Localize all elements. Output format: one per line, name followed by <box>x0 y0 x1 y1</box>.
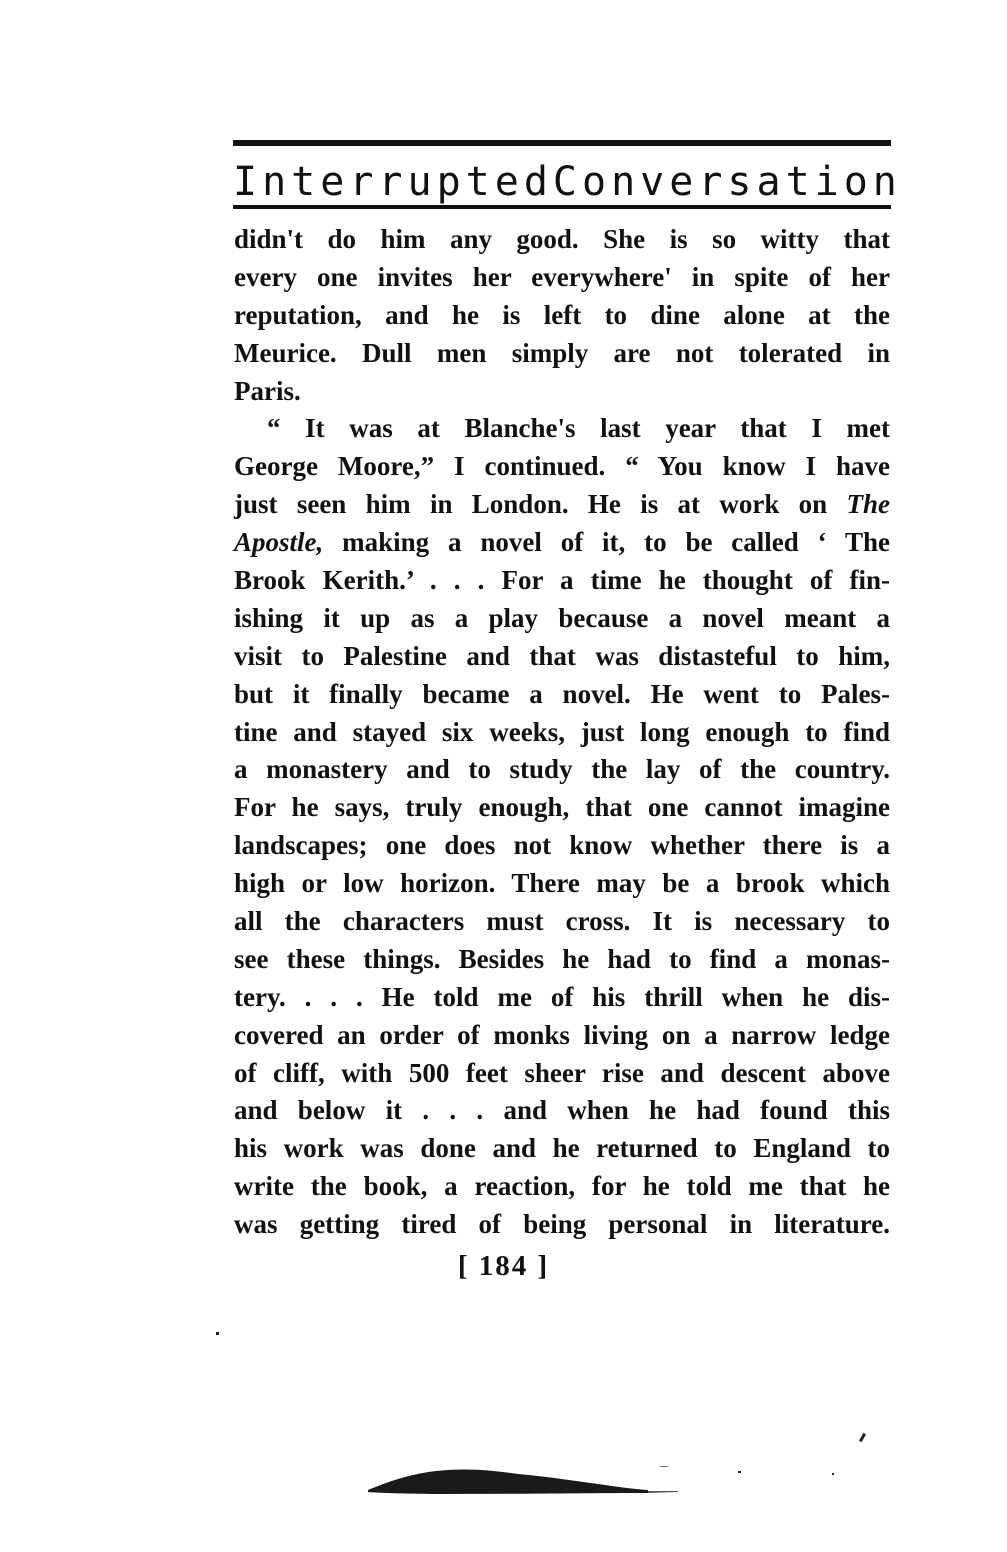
text-line: For he says, truly enough, that one cannot imagine <box>234 792 890 823</box>
text-line: “ It was at Blanche's last year that I met <box>267 413 890 444</box>
text-line: George Moore,” I continued. “ You know I have <box>234 451 890 482</box>
text-line: write the book, a reaction, for he told me that he <box>234 1171 890 1202</box>
text-line: didn't do him any good. She is so witty that <box>234 224 890 254</box>
text-line: of cliff, with 500 feet sheer rise and descent above <box>234 1057 890 1088</box>
page-number: [ 184 ] <box>457 1250 550 1282</box>
text-line: ishing it up as a play because a novel meant a <box>234 602 890 633</box>
text-line: every one invites her everywhere' in spite of her <box>234 261 890 292</box>
scan-smudge <box>368 1462 678 1496</box>
text-line: was getting tired of being personal in literature. <box>234 1209 890 1240</box>
running-head <box>233 148 902 205</box>
text-line: reputation, and he is left to dine alone at the <box>234 299 890 330</box>
text-line: but it finally became a novel. He went to Pales- <box>234 678 890 709</box>
italic-book-title: The <box>846 489 890 520</box>
text-line: Brook Kerith.’ . . . For a time he thought of fin- <box>234 565 890 596</box>
text-line-with-title <box>234 524 890 562</box>
text-line: see these things. Besides he had to find a monas- <box>234 943 890 974</box>
body-text <box>234 221 890 1244</box>
text-line: tery. . . . He told me of his thrill when he dis- <box>234 981 890 1012</box>
header-rule-top <box>233 140 891 146</box>
text-line: visit to Palestine and that was distasteful to him, <box>234 640 890 671</box>
italic-book-title: Apostle, <box>234 527 324 558</box>
text-line: his work was done and he returned to England to <box>234 1133 890 1164</box>
scan-speck <box>859 1433 866 1442</box>
scan-speck <box>216 1332 219 1335</box>
text-line-segment: making a novel of it, to be called ‘ The <box>342 527 890 558</box>
text-line: Meurice. Dull men simply are not tolerated in <box>234 337 890 368</box>
header-rule-bottom <box>233 205 891 209</box>
text-line: high or low horizon. There may be a brook which <box>234 868 890 899</box>
text-line: and below it . . . and when he had found this <box>234 1095 890 1126</box>
text-line: covered an order of monks living on a narrow ledge <box>234 1019 890 1050</box>
text-line-segment: just seen him in London. He is at work on <box>234 489 828 520</box>
text-line: tine and stayed six weeks, just long enough to find <box>234 716 890 747</box>
running-head-word-1: Interrupted <box>233 159 553 205</box>
text-line: a monastery and to study the lay of the country. <box>234 754 890 785</box>
text-line-with-title <box>234 486 890 524</box>
text-line: all the characters must cross. It is necessary to <box>234 906 890 937</box>
text-line: Paris. <box>234 375 301 406</box>
scan-speck <box>738 1471 741 1473</box>
text-line: landscapes; one does not know whether there is a <box>234 830 890 861</box>
running-head-word-2: Conversation <box>552 159 902 205</box>
scan-speck <box>832 1473 834 1475</box>
